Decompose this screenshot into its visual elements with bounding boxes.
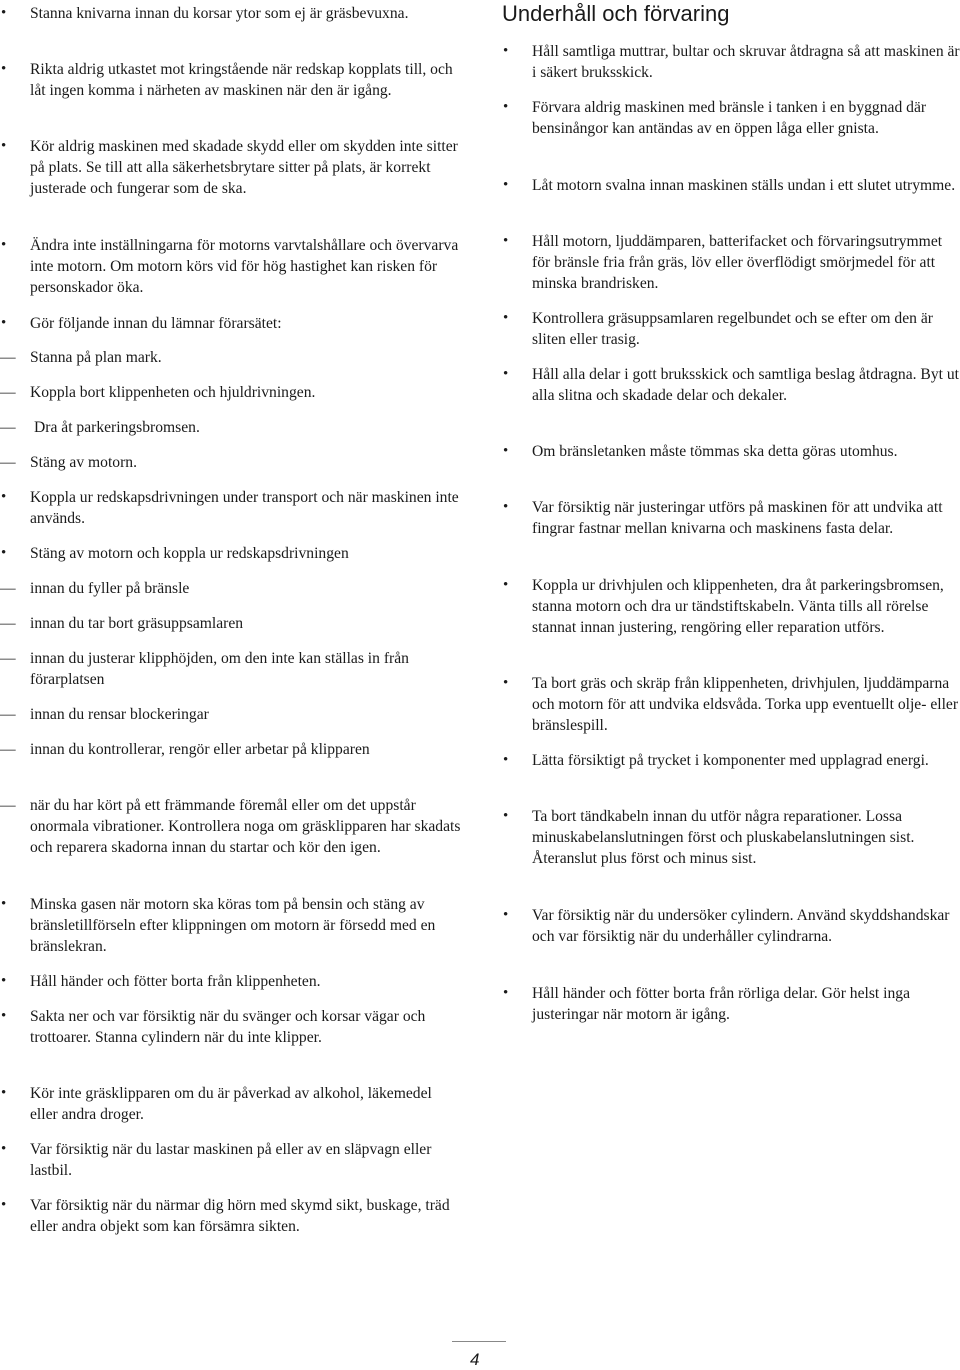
list-item	[502, 983, 960, 1025]
list-item	[0, 1195, 462, 1237]
list-item	[502, 308, 960, 350]
bullet: •	[1, 896, 7, 912]
dash: —	[0, 349, 16, 366]
list-item	[502, 497, 960, 539]
dash: —	[0, 454, 16, 471]
bullet: •	[503, 43, 509, 59]
item-text: Var försiktig när justeringar utförs på maskinen för att undvika att fingrar fastnar mellan knivarna och maskinens fasta delar.	[532, 499, 943, 537]
item-text: Rikta aldrig utkastet mot kringstående när redskap kopplats till, och låt ingen komma i närheten av maskinen när den är igång.	[30, 61, 453, 99]
item-text: Lätta försiktigt på trycket i komponenter med upplagrad energi.	[532, 752, 929, 769]
sub-list-item	[0, 613, 462, 634]
bullet: •	[503, 233, 509, 249]
list-item	[502, 441, 960, 462]
list-item	[502, 364, 960, 406]
dash: —	[0, 384, 16, 401]
dash: —	[0, 706, 16, 723]
item-text: Sakta ner och var försiktig när du svänger och korsar vägar och trottoarer. Stanna cylindern när du inte klipper.	[30, 1008, 426, 1046]
item-text: innan du rensar blockeringar	[30, 706, 209, 723]
item-text: Var försiktig när du närmar dig hörn med skymd sikt, buskage, träd eller andra objekt som kan försämra sikten.	[30, 1197, 450, 1235]
bullet: •	[1, 315, 7, 331]
item-text: Kör inte gräsklipparen om du är påverkad av alkohol, läkemedel eller andra droger.	[30, 1085, 432, 1123]
list-item	[502, 175, 960, 196]
list-item	[0, 894, 462, 957]
item-text: Koppla bort klippenheten och hjuldrivningen.	[30, 384, 316, 401]
list-item	[0, 1083, 462, 1125]
section-heading: Underhåll och förvaring	[502, 1, 730, 26]
bullet: •	[1, 138, 7, 154]
dash: —	[0, 419, 16, 436]
item-text: innan du kontrollerar, rengör eller arbetar på klipparen	[30, 741, 370, 758]
sub-list-item	[0, 739, 410, 760]
list-item	[0, 3, 462, 24]
bullet: •	[503, 985, 509, 1001]
item-text: Ta bort tändkabeln innan du utför några reparationer. Lossa minuskabelanslutningen först och pluskabelanslutningen sist. Återanslut plus först och minus sist.	[532, 808, 915, 867]
sub-list-item	[0, 578, 462, 599]
bullet: •	[1, 1085, 7, 1101]
bullet: •	[1, 1197, 7, 1213]
item-text: Koppla ur drivhjulen och klippenheten, dra åt parkeringsbromsen, stanna motorn och dra ur tändstiftskabeln. Vänta tills all rörelse stannat innan justering, rengöring eller reparation utförs.	[532, 577, 944, 636]
item-text: Ta bort gräs och skräp från klippenheten, drivhjulen, ljuddämparna och motorn för att undvika eldsvåda. Torka upp eventuellt olje- eller bränslespill.	[532, 675, 959, 734]
bullet: •	[503, 443, 509, 459]
item-text: Ändra inte inställningarna för motorns varvtalshållare och övervarva inte motorn. Om motorn körs vid för hög hastighet kan risken för personskador öka.	[30, 237, 459, 296]
item-text: innan du tar bort gräsuppsamlaren	[30, 615, 244, 632]
list-item	[502, 231, 960, 294]
bullet: •	[1, 973, 7, 989]
list-item	[502, 575, 960, 638]
item-text: Var försiktig när du lastar maskinen på eller av en släpvagn eller lastbil.	[30, 1141, 432, 1179]
bullet: •	[503, 366, 509, 382]
bullet: •	[1, 1141, 7, 1157]
list-item	[0, 543, 462, 564]
item-text: Håll alla delar i gott bruksskick och samtliga beslag åtdragna. Byt ut alla slitna och skadade delar och dekaler.	[532, 366, 959, 404]
item-text: Om bränsletanken måste tömmas ska detta göras utomhus.	[532, 443, 898, 460]
sub-list-item	[0, 382, 462, 403]
list-item	[502, 905, 960, 947]
item-text: Stäng av motorn och koppla ur redskapsdrivningen	[30, 545, 349, 562]
item-text: Stanna på plan mark.	[30, 349, 162, 366]
bullet: •	[1, 545, 7, 561]
item-text: Håll samtliga muttrar, bultar och skruvar åtdragna så att maskinen är i säkert bruksskick.	[532, 43, 960, 81]
dash: —	[0, 580, 16, 597]
bullet: •	[503, 99, 509, 115]
item-text: Förvara aldrig maskinen med bränsle i tanken i en byggnad där bensinångor kan antändas av en öppen låga eller gnista.	[532, 99, 927, 137]
bullet: •	[503, 675, 509, 691]
item-text: Stäng av motorn.	[30, 454, 137, 471]
dash: —	[0, 615, 16, 632]
dash: —	[0, 741, 16, 758]
item-text: Dra åt parkeringsbromsen.	[34, 419, 200, 436]
list-item	[0, 1139, 462, 1181]
bullet: •	[503, 907, 509, 923]
item-text: innan du justerar klipphöjden, om den inte kan ställas in från förarplatsen	[30, 650, 409, 688]
bullet: •	[503, 808, 509, 824]
list-item	[0, 1006, 462, 1048]
sub-list-item	[0, 704, 462, 725]
item-text: Kör aldrig maskinen med skadade skydd eller om skydden inte sitter på plats. Se till att alla säkerhetsbrytare sitter på plats, är korrekt justerade och fungerar som de ska.	[30, 138, 458, 197]
bullet: •	[503, 177, 509, 193]
sub-list-item	[0, 648, 420, 690]
bullet: •	[1, 237, 7, 253]
list-item	[0, 235, 462, 298]
dash: —	[0, 797, 16, 814]
item-text: Koppla ur redskapsdrivningen under transport och när maskinen inte används.	[30, 489, 459, 527]
list-item	[502, 806, 960, 869]
item-text: Håll motorn, ljuddämparen, batterifacket och förvaringsutrymmet för bränsle fria från gräs, löv eller överflödigt smörjmedel för att minska brandrisken.	[532, 233, 943, 292]
bullet: •	[1, 489, 7, 505]
footer-rule	[452, 1341, 506, 1342]
list-item	[0, 136, 462, 199]
sub-list-item	[0, 417, 466, 438]
list-item	[0, 313, 462, 334]
bullet: •	[1, 5, 7, 21]
bullet: •	[1, 61, 7, 77]
item-text: Stanna knivarna innan du korsar ytor som ej är gräsbevuxna.	[30, 5, 409, 22]
bullet: •	[503, 752, 509, 768]
list-item	[0, 487, 462, 529]
page-number: 4	[470, 1350, 480, 1369]
dash: —	[0, 650, 16, 667]
sub-list-item	[0, 795, 462, 858]
item-text: Minska gasen när motorn ska köras tom på bensin och stäng av bränsletillförseln efter klippningen om motorn är försedd med en bränslekran.	[30, 896, 436, 955]
bullet: •	[503, 577, 509, 593]
list-item	[502, 673, 960, 736]
sub-list-item	[0, 452, 462, 473]
bullet: •	[503, 499, 509, 515]
list-item	[502, 41, 960, 83]
item-text: Kontrollera gräsuppsamlaren regelbundet och se efter om den är sliten eller trasig.	[532, 310, 933, 348]
list-item	[0, 971, 462, 992]
list-item	[502, 97, 960, 139]
item-text: Håll händer och fötter borta från rörliga delar. Gör helst inga justeringar när motorn är igång.	[532, 985, 911, 1023]
list-item	[0, 59, 462, 101]
item-text: Låt motorn svalna innan maskinen ställs undan i ett slutet utrymme.	[532, 177, 956, 194]
bullet: •	[503, 310, 509, 326]
item-text: Gör följande innan du lämnar förarsätet:	[30, 315, 282, 332]
item-text: innan du fyller på bränsle	[30, 580, 190, 597]
item-text: när du har kört på ett främmande föremål eller om det uppstår onormala vibrationer. Kontrollera noga om gräsklipparen har skadats och reparera skadorna innan du startar och kör den igen.	[30, 797, 461, 856]
item-text: Håll händer och fötter borta från klippenheten.	[30, 973, 321, 990]
item-text: Var försiktig när du undersöker cylindern. Använd skyddshandskar och var försiktig när du underhåller cylindrarna.	[532, 907, 950, 945]
sub-list-item	[0, 347, 462, 368]
bullet: •	[1, 1008, 7, 1024]
list-item	[502, 750, 960, 771]
